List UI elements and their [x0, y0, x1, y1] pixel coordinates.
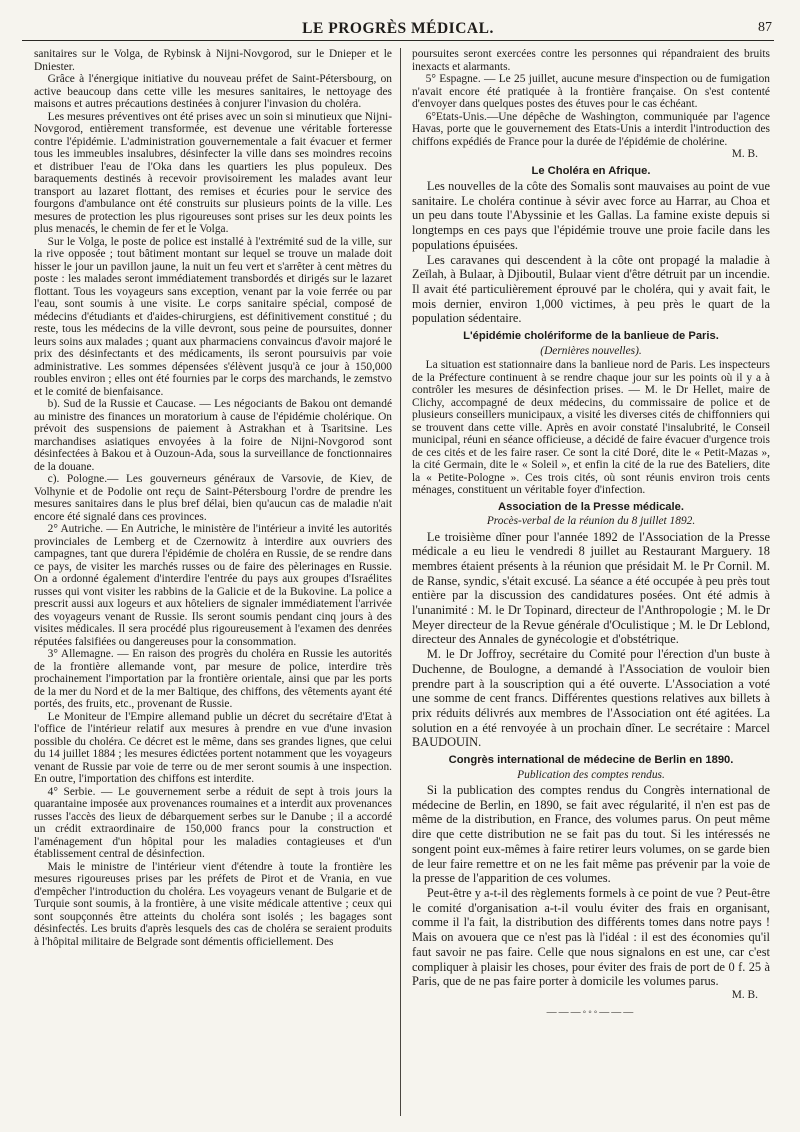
journal-title: LE PROGRÈS MÉDICAL. [302, 20, 494, 37]
left-column [34, 48, 392, 1118]
section-subtitle: Procès-verbal de la réunion du 8 juillet 1892. [486, 515, 696, 528]
paragraph: 3° Allemagne. — En raison des progrès du choléra en Russie les autorités de la frontière allemande vont, par mesure de police, interdire très prochainement l'importation par la frontière orientale, ainsi que par les ports de la mer du Nord et de la mer Baltique, des chiffons, des vêtements ayant été portés, des fruits, etc., provenant de Russie. [34, 648, 392, 710]
paragraph: b). Sud de la Russie et Caucase. — Les négociants de Bakou ont demandé au ministre des finances un moratorium à cause de l'épidémie cholérique. On prévoit des suspensions de paiement à Astrakhan et à Tsaritsine. Les marchandises asiatiques envoyées à la foire de Nijni-Novgorod sont désinfectées à Bakou et à Ouzoun-Ada, sous la surveillance de fonctionnaires de la douane. [34, 398, 392, 473]
paragraph: 5° Espagne. — Le 25 juillet, aucune mesure d'inspection ou de fumigation n'avait encore été pratiquée à la frontière française. On s'est contenté d'envoyer dans quelques postes des étuves pour le cas échéant. [412, 73, 770, 110]
paragraph: Les nouvelles de la côte des Somalis sont mauvaises au point de vue sanitaire. Le choléra continue à sévir avec force au Harrar, au Choa et un peu dans toute l'Abyssinie et les Gallas. La famine existe depuis si longtemps en ces pays que l'épidémie trouve une proie facile dans les populations épuisées. [412, 179, 770, 252]
paragraph: 2° Autriche. — En Autriche, le ministère de l'intérieur a invité les autorités provinciales de Lemberg et de Czernowitz à interdire aux ouvriers des campagnes, tant que durera l'épidémie de choléra en Russie, de se rendre dans ce pays, de visiter les marchés russes ou de faire des pèlerinages en Russie. On a ordonné également d'interdire l'entrée du pays aux groupes d'Israélites russes qui vont visiter les rabbins de la Galicie et de la Bukovine. La police a prescrit aussi aux logeurs et aux hôteliers de signaler immédiatement l'arrivée des voyageurs venant de Russie. Ils seront soumis pendant cinq jours à des visites médicales. Il sera procédé plus rigoureusement à l'examen des denrées réputées falsifiées ou dangereuses pour la consommation. [34, 523, 392, 648]
paragraph: M. le Dr Joffroy, secrétaire du Comité pour l'érection d'un buste à Duchenne, de Boulogne, a demandé à l'Association de vouloir bien prendre part à la souscription qui a été ouverte. L'Association a voté une somme de cent francs. Différentes questions relatives aux billets à prix réduits délivrés aux membres de l'Association ont été agitées. La solution en a été renvoyée à un prochain dîner. Le secrétaire : Marcel BAUDOUIN. [412, 647, 770, 750]
paragraph: 6°Etats-Unis.—Une dépêche de Washington, communiquée par l'agence Havas, porte que le gouvernement des Etats-Unis a interdit l'introduction des chiffons expédiés de France pour la durée de l'épidémie de cholérine. [412, 110, 770, 148]
section-subtitle: Publication des comptes rendus. [517, 768, 665, 781]
section-subtitle: (Dernières nouvelles). [540, 344, 642, 357]
paragraph: Les mesures préventives ont été prises avec un soin si minutieux que Nijni-Novgorod, entièrement transformée, est devenue une véritable forteresse contre l'épidémie. L'administration gouvernementale a fait évacuer et fermer tous les immeubles insalubres, désinfecter la ville dans ses moindres recoins et distribuer l'eau de l'Oka dans les quartiers les plus populeux. Des baraquements destinés à recevoir provisoirement les malades avant leur transport au lazaret flottant, des remises et écuries pour le service des fourgons d'ambulance ont été construits sur plusieurs points de la ville. Les mesures de protection les plus rigoureuses sont prises sur les deux points les plus menacés, le chemin de fer et le Volga. [34, 110, 392, 235]
column-divider [400, 48, 401, 1116]
page-number: 87 [758, 20, 772, 35]
section-title-banlieue: L'épidémie cholériforme de la banlieue de Paris. [463, 330, 719, 343]
paragraph: Grâce à l'énergique initiative du nouveau préfet de Saint-Pétersbourg, on active beaucoup dans cette ville les mesures sanitaires, le nettoyage des maisons et autres précautions destinées à conjurer l'invasion du choléra. [34, 73, 392, 110]
paragraph: La situation est stationnaire dans la banlieue nord de Paris. Les inspecteurs de la Préfecture continuent à se rendre chaque jour sur les points où il y a à contrôler les mesures de désinfection prises. — M. le Dr Hellet, maire de Clichy, accompagné de deux médecins, du commissaire de police et de plusieurs conseillers municipaux, a visité les diverses cités de chiffonniers qui se trouvent dans cette ville. Après en avoir constaté l'insalubrité, le Conseil municipal, réuni en séance officieuse, a décidé de faire évacuer d'urgence trois de ces cités et de les faire raser. Ce sont la cité Doré, dite le « Petit-Mazas », la cité Germain, dite le « Soleil », et enfin la cité de la rue des Bateliers, dite la « Petite-Pologne ». Ces trois cités, où sont réunis environ trois cents ménages, constituent un véritable foyer d'infection. [412, 359, 770, 497]
paragraph: c). Pologne.— Les gouverneurs généraux de Varsovie, de Kiev, de Volhynie et de Podolie ont reçu de Saint-Pétersbourg l'ordre de prendre les mesures sanitaires dans le plus bref délai, bien qu'aucun cas de maladie n'ait encore été signalé dans ces provinces. [34, 473, 392, 523]
ornament-divider: ———◦◦◦——— [546, 1007, 636, 1019]
paragraph: Si la publication des comptes rendus du Congrès international de médecine de Berlin, en 1890, se fait avec régularité, il n'en est pas de même de la distribution, en France, des volumes parus. On peut même dire que cette distribution ne se fait pas du tout. Si les intéressés ne songent point eux-mêmes à faire retirer leurs volumes, on se garde bien de leur faire remettre et on ne les fait même pas prévenir par la voie de la presse de l'apparition de ces volumes. [412, 783, 770, 886]
signature: M. B. [731, 988, 758, 1001]
paragraph: Mais le ministre de l'intérieur vient d'étendre à toute la frontière les mesures rigoureuses prises par les préfets de Pirot et de Vrania, en vue d'empêcher l'introduction du choléra. Les voyageurs venant de Bulgarie et de Turquie sont soumis, à la frontière, à une visite médicale attentive ; ceux qui sont soupçonnés être atteints du choléra sont isolés ; les bagages sont désinfectés. Les bruits d'après lesquels des cas de choléra se seraient produits à l'hôpital militaire de Belgrade sont démentis officiellement. Des [34, 860, 392, 948]
paragraph: Le troisième dîner pour l'année 1892 de l'Association de la Presse médicale a eu lieu le vendredi 8 juillet au Restaurant Marguery. 18 membres étaient présents à la réunion que présidait M. le Pr Cornil. M. de Ranse, syndic, s'était excusé. La séance a été occupée à peu près tout entière par la discussion des candidatures posées. Ont été admis à l'unanimité : M. le Dr Topinard, directeur de l'Anthropologie ; M. le Dr Meyer directeur de la Revue générale d'Oculistique ; M. le Dr Leblond, directeur des Annales de gynécologie et d'obstétrique. [412, 529, 770, 647]
paragraph: sanitaires sur le Volga, de Rybinsk à Nijni-Novgorod, sur le Dnieper et le Dniester. [34, 48, 392, 73]
paragraph: Le Moniteur de l'Empire allemand publie un décret du secrétaire d'Etat à l'office de l'intérieur relatif aux mesures à prendre en vue d'une invasion possible du choléra. Ce décret est le même, dans ses grandes lignes, que celui du 14 juillet 1884 ; les mesures édictées portent notamment que les voyageurs venant de Russie par voie de terre ou de mer seront soumis à une inspection. En outre, l'importation des chiffons est interdite. [34, 710, 392, 785]
right-column [412, 48, 770, 1118]
section-title-association: Association de la Presse médicale. [498, 500, 684, 513]
section-title-afrique: Le Choléra en Afrique. [531, 164, 651, 177]
paragraph: Les caravanes qui descendent à la côte ont propagé la maladie à Zeïlah, à Bulaar, à Djiboutil, Bulaar vient d'être détruit par un incendie. Il avait été particulièrement éprouvé par le choléra, qui y avait fait, le mois dernier, environ 1,000 victimes, à peu près le quart de la population sédentaire. [412, 252, 770, 326]
signature: M. B. [731, 148, 758, 160]
paragraph: 4° Serbie. — Le gouvernement serbe a réduit de sept à trois jours la quarantaine imposée aux provenances roumaines et a interdit aux provenances russes l'accès des lieux de débarquement serbes sur le Danube ; il a accordé un crédit extraordinaire de 150,000 francs pour la construction et l'aménagement d'un hôpital pour les maladies contagieuses et d'un établissement central de désinfection. [34, 785, 392, 860]
paragraph: Peut-être y a-t-il des règlements formels à ce point de vue ? Peut-être le comité d'organisation a-t-il voulu éviter des frais en organisant, comme il l'a fait, la distribution des différents tomes dans notre pays ! Mais on avouera que ce n'est pas là l'idéal : il est des économies qu'il faut savoir ne pas faire. Celle que nous signalons en est une, car c'est compliquer à plaisir les choses, pour éviter des frais de port de 0 f. 25 à Paris, que de ne pas faire porter à domicile les volumes parus. [412, 886, 770, 989]
section-title-congres: Congrès international de médecine de Berlin en 1890. [448, 754, 734, 767]
paragraph: Sur le Volga, le poste de police est installé à l'extrémité sud de la ville, sur la rive opposée ; tout bâtiment montant sur lequel se trouve un malade doit hisser le jour un pavillon jaune, la nuit un feu vert et s'arrêter à cent mètres du poste : les malades seront immédiatement transbordés et dirigés sur le lazaret flottant. Tous les voyageurs sans exception, venant par la voie ferrée ou par l'eau, sont soumis à une visite. Le corps sanitaire spécial, composé de médecins d'étudiants et d'aides-chirurgiens, est définitivement constitué ; du reste, tous les médecins de la ville devront, sous peine de poursuites, donner leurs soins aux malades ; quant aux pharmaciens convaincus d'avoir majoré le prix des désinfectants et des médicaments, ils seront poursuivis par voie administrative. Les sommes dépensées s'élèvent jusqu'à ce jour à 150,000 roubles environ ; elles ont été fournies par le corps des marchands, le zemstvo et le comité de bienfaisance. [34, 235, 392, 398]
paragraph: poursuites seront exercées contre les personnes qui répandraient des bruits inexacts et alarmants. [412, 48, 770, 73]
page-header [22, 18, 774, 41]
